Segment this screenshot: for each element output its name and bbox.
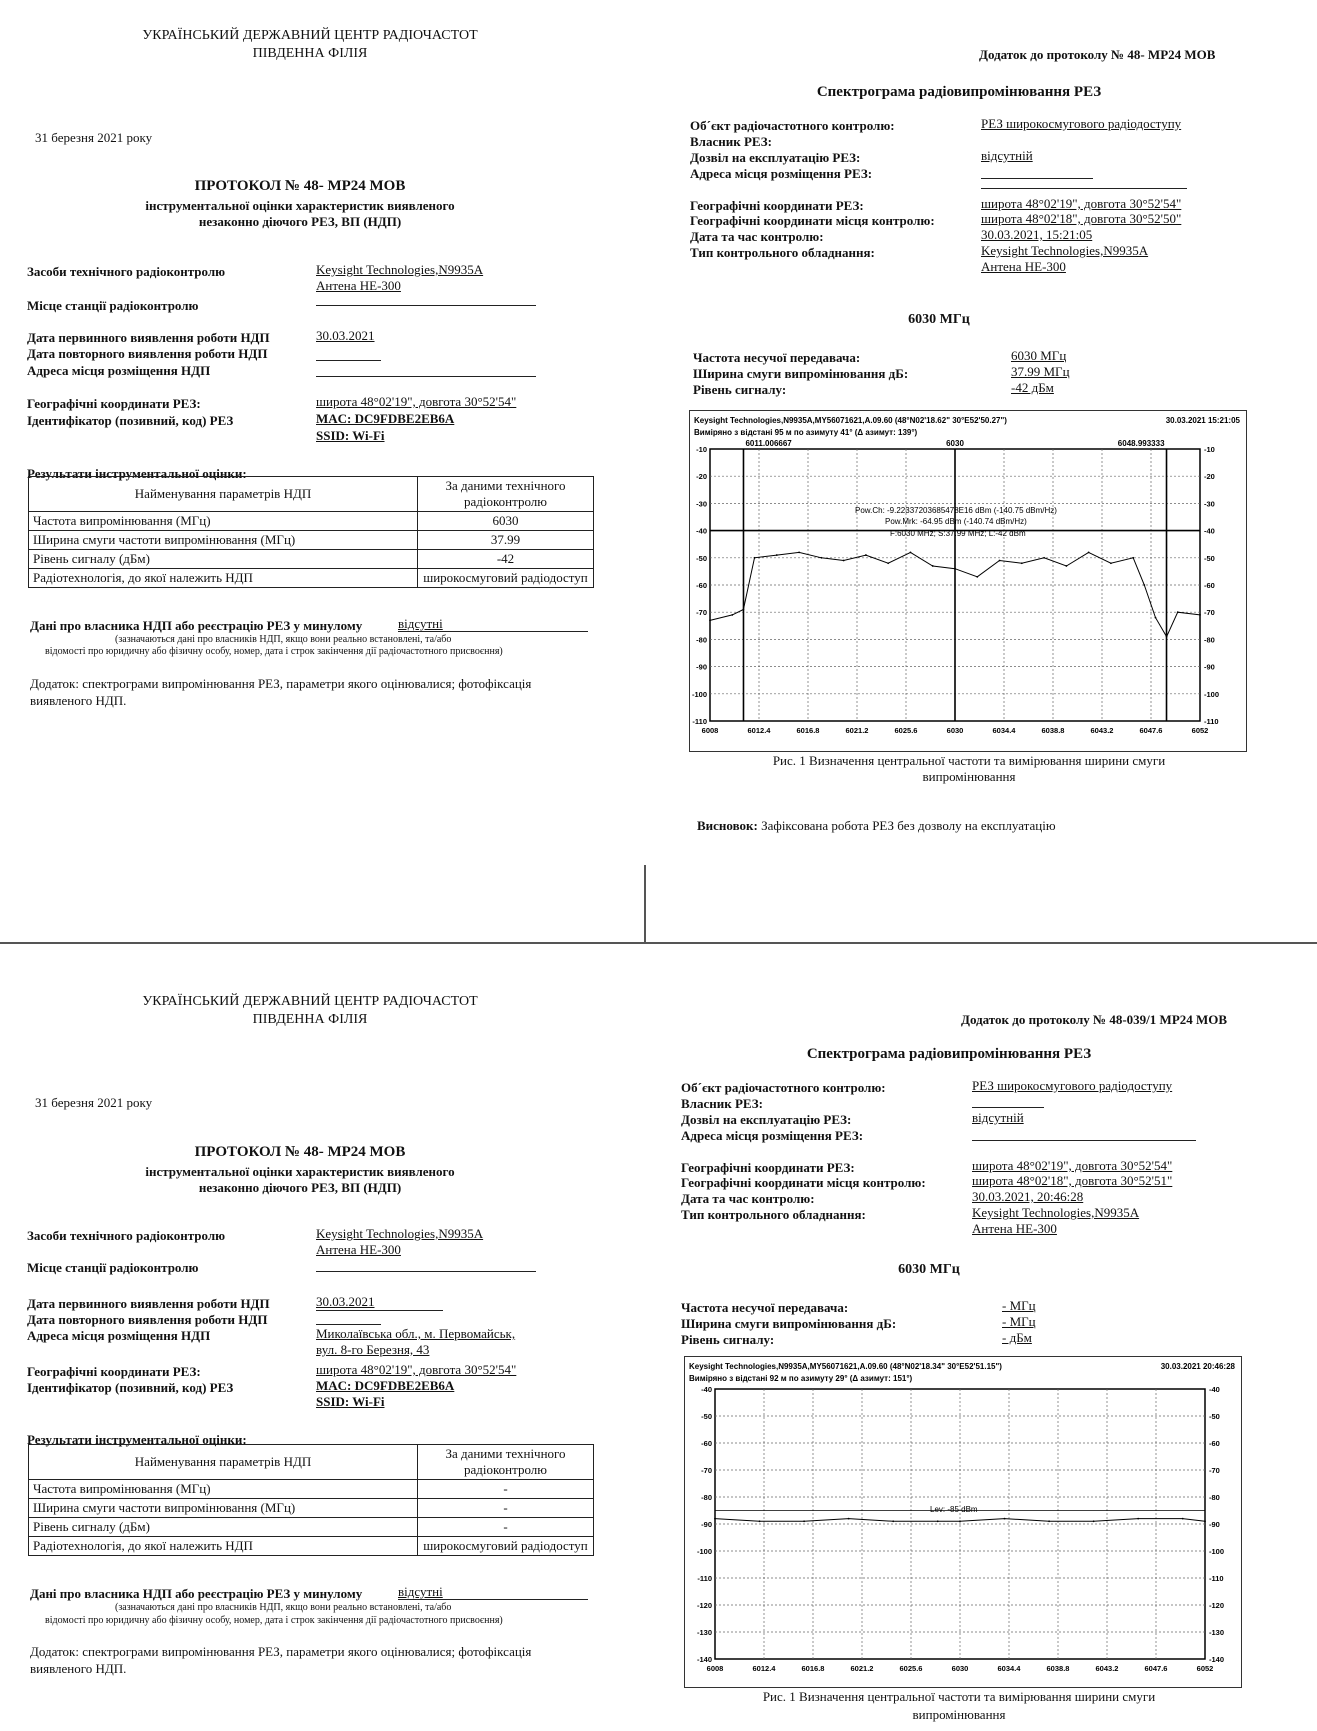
x-tick-label: 6012.4	[747, 726, 771, 735]
x-tick-label: 6008	[701, 726, 719, 735]
table-header: За даними технічного радіоконтролю	[418, 1445, 594, 1480]
trace-point	[1166, 636, 1168, 638]
y-tick-label-right: -120	[1209, 1601, 1225, 1610]
x-tick-label: 6038.8	[1041, 726, 1065, 735]
table-cell: 6030	[418, 512, 594, 531]
chart-subheader: Виміряно з відстані 95 м по азимуту 41° (Δ азимут: 139°)	[694, 428, 918, 437]
org-branch: ПІВДЕННА ФІЛІЯ	[252, 1012, 368, 1027]
results-table	[28, 476, 594, 588]
x-tick-label: 6043.2	[1095, 1664, 1119, 1673]
field-value: Антена НЕ-300	[316, 1242, 401, 1257]
field-value: широта 48°02'19", довгота 30°52'54"	[316, 394, 517, 409]
trace-point	[754, 557, 756, 559]
protocol-page-b	[0, 944, 658, 1731]
trace-point	[1110, 562, 1112, 564]
chart-annotation: Lev: -85 dBm	[930, 1505, 978, 1514]
blank-line	[316, 1271, 536, 1272]
field-label: Тип контрольного обладнання:	[681, 1207, 866, 1222]
org-name: УКРАЇНСЬКИЙ ДЕРЖАВНИЙ ЦЕНТР РАДІОЧАСТОТ	[142, 994, 478, 1009]
field-label: Засоби технічного радіоконтролю	[27, 264, 226, 279]
field-value: відсутній	[972, 1110, 1024, 1125]
y-tick-label-right: -70	[1204, 608, 1215, 618]
field-value: РЕЗ широкосмугового радіодоступу	[972, 1078, 1173, 1093]
x-tick-label: 6043.2	[1090, 726, 1114, 735]
y-tick-label-right: -90	[1209, 1520, 1220, 1529]
table-row	[29, 1480, 594, 1499]
field-label: Ідентифікатор (позивний, код) РЕЗ	[27, 413, 234, 428]
x-tick-label: 6021.2	[845, 726, 869, 735]
y-tick-label: -100	[691, 689, 707, 699]
blank-line	[972, 1107, 1044, 1108]
blank-line	[316, 305, 536, 306]
table-cell: широкосмуговий радіодоступ	[418, 569, 594, 588]
param-label: Ширина смуги випромінювання дБ:	[681, 1316, 897, 1331]
table-row	[29, 531, 594, 550]
chart-annotation: Pow.Mrk: -64.95 dBm (-140.74 dBm/Hz)	[885, 517, 1027, 526]
conclusion-label: Висновок:	[697, 818, 758, 833]
table-cell: -	[418, 1480, 594, 1499]
trace-point	[1143, 584, 1145, 586]
addendum: Додаток: спектрограми випромінювання РЕЗ, параметри якого оцінювалися; фотофіксація	[30, 1644, 532, 1659]
y-tick-label-right: -60	[1204, 581, 1215, 590]
trace-point	[848, 1518, 850, 1520]
y-tick-label: -40	[696, 526, 707, 536]
field-label: Засоби технічного радіоконтролю	[27, 1228, 226, 1243]
protocol-subtitle: незаконно діючого РЕЗ, ВП (НДП)	[198, 1180, 402, 1195]
table-cell: Частота випромінювання (МГц)	[29, 512, 418, 531]
results-title: Результати інструментальної оцінки:	[27, 466, 247, 481]
y-tick-label: -90	[701, 1520, 712, 1529]
y-tick-label: -130	[696, 1628, 712, 1637]
field-label: Географічні координати місця контролю:	[690, 213, 935, 228]
y-tick-label-right: -20	[1204, 472, 1215, 482]
y-tick-label: -120	[696, 1601, 712, 1610]
param-label: Частота несучої передавача:	[681, 1300, 849, 1315]
protocol-subtitle: інструментальної оцінки характеристик виявленого	[145, 198, 455, 213]
chart-timestamp: 30.03.2021 15:21:05	[1165, 416, 1240, 425]
table-cell: Ширина смуги частоти випромінювання (МГц)	[29, 1499, 418, 1518]
trace-point	[1204, 1520, 1206, 1522]
figure-caption: Рис. 1 Визначення центральної частоти та вимірювання ширини смуги	[762, 1689, 1156, 1704]
x-tick-label: 6030	[946, 726, 964, 735]
table-header: Найменування параметрів НДП	[29, 1445, 418, 1480]
table-row	[29, 1518, 594, 1537]
protocol-page-a	[0, 0, 658, 865]
y-tick-label: -140	[696, 1655, 712, 1664]
spectrum-chart-b	[684, 1356, 1242, 1688]
trace-point	[910, 551, 912, 553]
owner-note: (зазначаються дані про власників НДП, якщо вони реально встановлені, та/або	[115, 1602, 452, 1613]
spectrum-chart-svg	[690, 411, 1246, 751]
org-branch: ПІВДЕННА ФІЛІЯ	[252, 46, 368, 61]
y-tick-label: -50	[696, 553, 707, 563]
chart-subheader: Виміряно з відстані 92 м по азимуту 29° (Δ азимут: 151°)	[689, 1374, 913, 1383]
trace-point	[937, 1520, 939, 1522]
protocol-title: ПРОТОКОЛ № 48- МР24 МОВ	[194, 178, 406, 194]
y-tick-label: -50	[701, 1412, 712, 1421]
trace-point	[1177, 611, 1179, 613]
table-header: Найменування параметрів НДП	[29, 477, 418, 512]
field-value: Антена НЕ-300	[972, 1221, 1057, 1236]
owner-label: Дані про власника НДП або реєстрацію РЕЗ у минулому	[30, 1586, 363, 1601]
x-tick-label: 6008	[706, 1664, 724, 1673]
field-label: Адреса місця розміщення НДП	[27, 1328, 211, 1343]
spectrum-page-b	[659, 944, 1317, 1731]
trace-point	[743, 609, 745, 611]
y-tick-label: -110	[697, 1574, 712, 1583]
trace-point	[759, 1520, 761, 1522]
addendum: Додаток: спектрограми випромінювання РЕЗ, параметри якого оцінювалися; фотофіксація	[30, 676, 532, 691]
field-label: Місце станції радіоконтролю	[27, 298, 199, 313]
table-row	[29, 550, 594, 569]
x-tick-label: 6052	[1196, 1664, 1214, 1673]
field-label: Тип контрольного обладнання:	[690, 245, 875, 260]
blank-line	[316, 360, 381, 361]
field-label: Географічні координати РЕЗ:	[681, 1160, 855, 1175]
param-value: - МГц	[1002, 1314, 1036, 1329]
trace-point	[1199, 614, 1201, 616]
table-row	[29, 1537, 594, 1556]
protocol-date: 31 березня 2021 року	[35, 1095, 153, 1110]
table-cell: -	[418, 1518, 594, 1537]
y-tick-label: -110	[692, 717, 707, 726]
blank-line	[316, 376, 536, 377]
y-tick-label: -80	[701, 1493, 712, 1502]
trace-point	[1093, 1520, 1095, 1522]
trace-point	[887, 562, 889, 564]
trace-point	[776, 554, 778, 556]
param-value: - дБм	[1002, 1330, 1032, 1345]
table-cell: Радіотехнологія, до якої належить НДП	[29, 569, 418, 588]
y-tick-label: -70	[696, 608, 707, 618]
trace-point	[976, 576, 978, 578]
trace-point	[843, 560, 845, 562]
y-tick-label-right: -40	[1209, 1385, 1220, 1394]
y-tick-label: -100	[696, 1547, 712, 1556]
protocol-date: 31 березня 2021 року	[35, 130, 153, 145]
field-value: 30.03.2021, 20:46:28	[972, 1189, 1084, 1204]
x-tick-label: 6016.8	[796, 726, 820, 735]
y-tick-label-right: -40	[1204, 526, 1215, 536]
blank-line	[972, 1140, 1196, 1141]
table-cell: Ширина смуги частоти випромінювання (МГц)	[29, 531, 418, 550]
param-label: Частота несучої передавача:	[693, 350, 861, 365]
x-tick-label: 6021.2	[850, 1664, 874, 1673]
spectrogram-title: Спектрограма радіовипромінювання РЕЗ	[806, 1046, 1092, 1062]
trace-point	[1155, 617, 1157, 619]
spectrum-page-a	[659, 0, 1317, 865]
table-row	[29, 512, 594, 531]
y-tick-label: -70	[701, 1466, 712, 1475]
field-value: Keysight Technologies,N9935A	[316, 262, 484, 277]
trace-point	[865, 554, 867, 556]
y-tick-label: -80	[696, 635, 707, 645]
trace-point	[798, 551, 800, 553]
trace-point	[820, 557, 822, 559]
field-value: Миколаївська обл., м. Первомайськ,	[316, 1326, 516, 1341]
field-label: Адреса місця розміщення РЕЗ:	[681, 1128, 864, 1143]
trace-point	[1004, 1518, 1006, 1520]
field-label: Дата повторного виявлення роботи НДП	[27, 346, 268, 361]
y-tick-label-right: -70	[1209, 1466, 1220, 1475]
trace-point	[1021, 562, 1023, 564]
table-cell: широкосмуговий радіодоступ	[418, 1537, 594, 1556]
field-value: вул. 8-го Березня, 43	[316, 1342, 430, 1357]
field-label: Дата та час контролю:	[690, 229, 824, 244]
chart-timestamp: 30.03.2021 20:46:28	[1160, 1362, 1235, 1371]
spectrogram-title: Спектрограма радіовипромінювання РЕЗ	[816, 84, 1102, 100]
param-value: -42 дБм	[1011, 380, 1054, 395]
chart-annotation: F:6030 MHz; S:37.99 MHz; L:-42 dBm	[890, 529, 1026, 538]
results-title: Результати інструментальної оцінки:	[27, 1432, 247, 1447]
y-tick-label-right: -90	[1204, 662, 1215, 672]
trace-point	[731, 614, 733, 616]
field-label: Географічні координати РЕЗ:	[690, 198, 864, 213]
param-label: Рівень сигналу:	[681, 1332, 775, 1347]
x-tick-label: 6047.6	[1144, 1664, 1168, 1673]
figure-caption: випромінювання	[922, 769, 1016, 784]
field-value: Keysight Technologies,N9935A	[972, 1205, 1140, 1220]
y-tick-label-right: -110	[1204, 717, 1219, 726]
field-value: 30.03.2021, 15:21:05	[981, 227, 1093, 242]
blank-line	[316, 1324, 381, 1325]
owner-note: відомості про юридичну або фізичну особу, номер, дата і строк закінчення дії радіочастотного присвоєння)	[45, 646, 503, 657]
frequency-marker-label: 6011.006667	[745, 439, 792, 448]
field-value: широта 48°02'18", довгота 30°52'51"	[972, 1173, 1173, 1188]
field-value: широта 48°02'19", довгота 30°52'54"	[972, 1158, 1173, 1173]
addendum: виявленого НДП.	[30, 693, 127, 708]
frequency-heading: 6030 МГц	[908, 312, 970, 327]
field-value: широта 48°02'19", довгота 30°52'54"	[981, 196, 1182, 211]
x-tick-label: 6052	[1191, 726, 1209, 735]
y-tick-label-right: -10	[1204, 445, 1215, 454]
x-tick-label: 6038.8	[1046, 1664, 1070, 1673]
trace-point	[1182, 1518, 1184, 1520]
y-tick-label: -40	[701, 1385, 712, 1394]
field-value: Keysight Technologies,N9935A	[316, 1226, 484, 1241]
y-tick-label-right: -100	[1204, 689, 1220, 699]
field-label: Об´єкт радіочастотного контролю:	[681, 1080, 886, 1095]
y-tick-label-right: -30	[1204, 499, 1215, 509]
field-value: 30.03.2021	[316, 328, 375, 343]
appendix-header: Додаток до протоколу № 48- МР24 МОВ	[979, 47, 1216, 62]
y-tick-label-right: -80	[1204, 635, 1215, 645]
owner-note: (зазначаються дані про власників НДП, якщо вони реально встановлені, та/або	[115, 634, 452, 645]
field-label: Об´єкт радіочастотного контролю:	[690, 118, 895, 133]
x-tick-label: 6047.6	[1139, 726, 1163, 735]
mac-value: MAC: DC9FDBE2EB6A	[316, 411, 455, 426]
conclusion	[697, 818, 1056, 834]
appendix-header: Додаток до протоколу № 48-039/1 МР24 МОВ	[961, 1012, 1228, 1027]
param-value: - МГц	[1002, 1298, 1036, 1313]
ssid-value: SSID: Wi-Fi	[316, 1394, 385, 1409]
table-row	[29, 569, 594, 588]
field-value: Антена НЕ-300	[316, 278, 401, 293]
addendum: виявленого НДП.	[30, 1661, 127, 1676]
field-value: Keysight Technologies,N9935A	[981, 243, 1149, 258]
blank-line	[398, 631, 588, 632]
y-tick-label: -60	[696, 581, 707, 590]
table-cell: -	[418, 1499, 594, 1518]
x-tick-label: 6025.6	[894, 726, 918, 735]
field-label: Географічні координати РЕЗ:	[27, 396, 201, 411]
field-label: Географічні координати місця контролю:	[681, 1175, 926, 1190]
y-tick-label: -30	[696, 499, 707, 509]
x-tick-label: 6016.8	[801, 1664, 825, 1673]
table-header: За даними технічного радіоконтролю	[418, 477, 594, 512]
trace-point	[1043, 557, 1045, 559]
owner-value: відсутні	[398, 616, 443, 631]
figure-caption: випромінювання	[912, 1707, 1006, 1722]
y-tick-label: -20	[696, 472, 707, 482]
chart-header: Keysight Technologies,N9935A,MY56071621,A.09.60 (48°N02'18.34" 30°E52'51.15")	[689, 1362, 1002, 1371]
trace-point	[954, 568, 956, 570]
field-value: широта 48°02'18", довгота 30°52'50"	[981, 211, 1182, 226]
field-label: Дозвіл на експлуатацію РЕЗ:	[681, 1112, 852, 1127]
field-label: Дозвіл на експлуатацію РЕЗ:	[690, 150, 861, 165]
field-value: РЕЗ широкосмугового радіодоступу	[981, 116, 1182, 131]
table-cell: 37.99	[418, 531, 594, 550]
owner-value: відсутні	[398, 1584, 443, 1599]
y-tick-label-right: -100	[1209, 1547, 1225, 1556]
spectrum-chart-a	[689, 410, 1247, 752]
frequency-marker-label: 6030	[946, 439, 964, 448]
blank-line	[981, 178, 1093, 179]
trace-point	[1137, 1518, 1139, 1520]
mac-value: MAC: DC9FDBE2EB6A	[316, 1378, 455, 1393]
field-label: Власник РЕЗ:	[690, 134, 772, 149]
x-tick-label: 6012.4	[752, 1664, 776, 1673]
field-label: Дата та час контролю:	[681, 1191, 815, 1206]
x-tick-label: 6034.4	[997, 1664, 1021, 1673]
table-cell: Частота випромінювання (МГц)	[29, 1480, 418, 1499]
trace-point	[1048, 1520, 1050, 1522]
frequency-marker-label: 6048.993333	[1117, 439, 1165, 448]
trace-point	[932, 565, 934, 567]
chart-annotation: Pow.Ch: -9.22337203685478E16 dBm (-140.75 dBm/Hz)	[855, 506, 1057, 515]
y-tick-label: -90	[696, 662, 707, 672]
y-tick-label-right: -50	[1209, 1412, 1220, 1421]
param-value: 37.99 МГц	[1011, 364, 1070, 379]
y-tick-label-right: -80	[1209, 1493, 1220, 1502]
field-label: Дата первинного виявлення роботи НДП	[27, 330, 270, 345]
frequency-heading: 6030 МГц	[898, 1262, 960, 1277]
trace-point	[959, 1520, 961, 1522]
field-label: Дата первинного виявлення роботи НДП	[27, 1296, 270, 1311]
protocol-subtitle: незаконно діючого РЕЗ, ВП (НДП)	[198, 214, 402, 229]
x-tick-label: 6025.6	[899, 1664, 923, 1673]
trace-point	[1132, 557, 1134, 559]
protocol-title: ПРОТОКОЛ № 48- МР24 МОВ	[194, 1144, 406, 1160]
param-value: 6030 МГц	[1011, 348, 1067, 363]
trace-point	[1065, 565, 1067, 567]
blank-line	[316, 1310, 443, 1311]
field-value: відсутній	[981, 148, 1033, 163]
trace-point	[999, 560, 1001, 562]
field-label: Власник РЕЗ:	[681, 1096, 763, 1111]
ssid-value: SSID: Wi-Fi	[316, 428, 385, 443]
x-tick-label: 6030	[951, 1664, 969, 1673]
table-cell: -42	[418, 550, 594, 569]
blank-line	[981, 188, 1187, 189]
blank-line	[398, 1599, 588, 1600]
field-label: Місце станції радіоконтролю	[27, 1260, 199, 1275]
trace-point	[892, 1520, 894, 1522]
table-cell: Рівень сигналу (дБм)	[29, 1518, 418, 1537]
field-label: Адреса місця розміщення РЕЗ:	[690, 166, 873, 181]
y-tick-label-right: -50	[1204, 553, 1215, 563]
spectrum-chart-svg	[685, 1357, 1241, 1687]
figure-caption: Рис. 1 Визначення центральної частоти та вимірювання ширини смуги	[772, 753, 1166, 768]
param-label: Ширина смуги випромінювання дБ:	[693, 366, 909, 381]
field-value: Антена НЕ-300	[981, 259, 1066, 274]
y-tick-label: -60	[701, 1439, 712, 1448]
field-value: 30.03.2021	[316, 1294, 375, 1309]
table-cell: Радіотехнологія, до якої належить НДП	[29, 1537, 418, 1556]
y-tick-label-right: -130	[1209, 1628, 1225, 1637]
field-label: Ідентифікатор (позивний, код) РЕЗ	[27, 1380, 234, 1395]
y-tick-label: -10	[696, 445, 707, 454]
x-tick-label: 6034.4	[992, 726, 1016, 735]
conclusion-text: Зафіксована робота РЕЗ без дозволу на експлуатацію	[761, 818, 1056, 833]
field-label: Географічні координати РЕЗ:	[27, 1364, 201, 1379]
field-value: широта 48°02'19", довгота 30°52'54"	[316, 1362, 517, 1377]
protocol-subtitle: інструментальної оцінки характеристик виявленого	[145, 1164, 455, 1179]
org-name: УКРАЇНСЬКИЙ ДЕРЖАВНИЙ ЦЕНТР РАДІОЧАСТОТ	[142, 28, 478, 43]
trace-point	[803, 1520, 805, 1522]
y-tick-label-right: -110	[1209, 1574, 1224, 1583]
field-label: Дата повторного виявлення роботи НДП	[27, 1312, 268, 1327]
owner-note: відомості про юридичну або фізичну особу, номер, дата і строк закінчення дії радіочастотного присвоєння)	[45, 1615, 503, 1626]
param-label: Рівень сигналу:	[693, 382, 787, 397]
trace-point	[1088, 551, 1090, 553]
table-row	[29, 1499, 594, 1518]
y-tick-label-right: -140	[1209, 1655, 1225, 1664]
y-tick-label-right: -60	[1209, 1439, 1220, 1448]
table-cell: Рівень сигналу (дБм)	[29, 550, 418, 569]
owner-label: Дані про власника НДП або реєстрацію РЕЗ у минулому	[30, 618, 363, 633]
field-label: Адреса місця розміщення НДП	[27, 363, 211, 378]
results-table	[28, 1444, 594, 1556]
trace-point	[714, 1518, 716, 1520]
trace-point	[709, 619, 711, 621]
chart-header: Keysight Technologies,N9935A,MY56071621,A.09.60 (48°N02'18.62" 30°E52'50.27")	[694, 416, 1007, 425]
